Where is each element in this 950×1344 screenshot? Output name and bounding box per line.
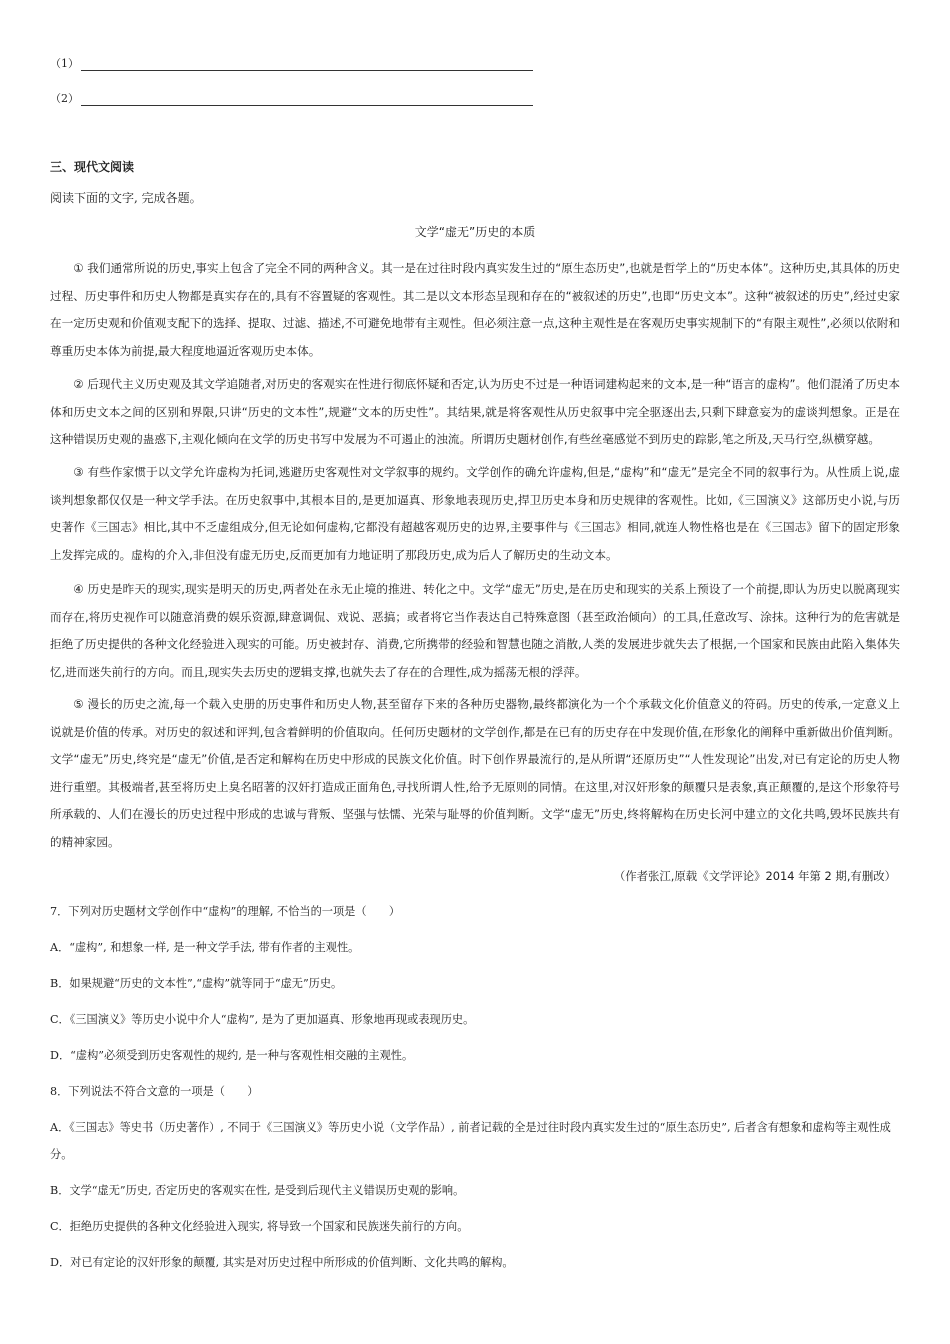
question-8-option-a[interactable]: A．《三国志》等史书（历史著作）, 不同于《三国演义》等历史小说（文学作品）, 前者记载的全是过往时段内真实发生过的“原生态历史”, 后者含有想象和虚构等主观性成分。 — [50, 1121, 891, 1161]
question-7-option-b[interactable]: B．如果规避“历史的文本性”,“虚构”就等同于“虚无”历史。 — [50, 977, 343, 990]
answer-blank-label: （2） — [50, 92, 79, 105]
answer-blank-1[interactable] — [50, 55, 533, 71]
article-paragraph-2: ② 后现代主义历史观及其文学追随者,对历史的客观实在性进行彻底怀疑和否定,认为历史不过是一种语词建构起来的文本,是一种“语言的虚构”。他们混淆了历史本体和历史文本之间的区别和界限,只讲“历史的文本性”,规避“文本的历史性”。其结果,就是将客观性从历史叙事中完全驱逐出去,只剩下肆意妄为的虚谈判想象。正是在这种错误历史观的蛊惑下,主观化倾向在文学的历史书写中发展为不可遏止的浊流。所谓历史题材创作,有些丝毫感觉不到历史的踪影,笔之所及,天马行空,纵横穿越。 — [50, 377, 900, 447]
answer-blank-rule — [81, 93, 533, 106]
article-paragraph-1: ① 我们通常所说的历史,事实上包含了完全不同的两种含义。其一是在过往时段内真实发生过的“原生态历史”,也就是哲学上的“历史本体”。这种历史,其具体的历史过程、历史事件和历史人物都是真实存在的,具有不容置疑的客观性。其二是以文本形态呈现和存在的“被叙述的历史”,也即“历史文本”。这种“被叙述的历史”,经过史家在一定历史观和价值观支配下的选择、提取、过滤、描述,不可避免地带有主观性。但必须注意一点,这种主观性是在客观历史事实规制下的“有限主观性”,必须以依附和尊重历史本体为前提,最大程度地逼近客观历史本体。 — [50, 261, 900, 358]
question-7-stem: 7．下列对历史题材文学创作中“虚构”的理解, 不恰当的一项是（ ） — [50, 905, 401, 918]
question-8-option-b[interactable]: B．文学“虚无”历史, 否定历史的客观实在性, 是受到后现代主义错误历史观的影响。 — [50, 1184, 465, 1197]
article-paragraph-3: ③ 有些作家惯于以文学允许虚构为托词,逃避历史客观性对文学叙事的规约。文学创作的确允许虚构,但是,“虚构”和“虚无”是完全不同的叙事行为。从性质上说,虚谈判想象都仅仅是一种文学手法。在历史叙事中,其根本目的,是更加逼真、形象地表现历史,捍卫历史本身和历史规律的客观性。比如,《三国演义》这部历史小说,与历史著作《三国志》相比,其中不乏虚组成分,但无论如何虚构,它都没有超越客观历史的边界,主要事件与《三国志》相同,就连人物性格也是在《三国志》留下的固定形象上发挥完成的。虚构的介入,非但没有虚无历史,反而更加有力地证明了那段历史,成为后人了解历史的生动文本。 — [50, 465, 900, 562]
question-8-stem: 8．下列说法不符合文意的一项是（ ） — [50, 1085, 259, 1098]
question-7-option-c[interactable]: C．《三国演义》等历史小说中介人“虚构”, 是为了更加逼真、形象地再现或表现历史。 — [50, 1013, 475, 1026]
question-7-option-a[interactable]: A．“虚构”, 和想象一样, 是一种文学手法, 带有作者的主观性。 — [50, 941, 360, 954]
answer-blank-label: （1） — [50, 57, 79, 70]
article-paragraph-5: ⑤ 漫长的历史之流,每一个载入史册的历史事件和历史人物,甚至留存下来的各种历史器物,最终都演化为一个个承载文化价值意义的符码。历史的传承,一定意义上说就是价值的传承。对历史的叙述和评判,包含着鲜明的价值取向。任何历史题材的文学创作,都是在已有的历史存在中发现价值,在形象化的阐释中重新做出价值判断。文学“虚无”历史,终究是“虚无”价值,是否定和解构在历史中形成的民族文化价值。时下创作界最流行的,是从所谓“还原历史”“人性发现论”出发,对已有定论的历史人物进行重塑。其极端者,甚至将历史上臭名昭著的汉奸打造成正面角色,寻找所谓人性,给予无原则的同情。在这里,对汉奸形象的颠覆只是表象,真正颠覆的,是这个形象符号所承载的、人们在漫长的历史过程中形成的忠诚与背叛、坚强与怯懦、光荣与耻辱的价值判断。文学“虚无”历史,终将解构在历史长河中建立的文化共鸣,毁坏民族共有的精神家园。 — [50, 697, 900, 849]
section-title: 三、现代文阅读 — [50, 160, 135, 174]
article-paragraph-4: ④ 历史是昨天的现实,现实是明天的历史,两者处在永无止境的推进、转化之中。文学“虚无”历史,是在历史和现实的关系上预设了一个前提,即认为历史以脱离现实而存在,将历史视作可以随意消费的娱乐资源,肆意调侃、戏说、恶搞；或者将它当作表达自己特殊意图（甚至政治倾向）的工具,任意改写、涂抹。这种行为的危害就是拒绝了历史提供的各种文化经验进入现实的可能。历史被封存、消费,它所携带的经验和智慧也随之消散,人类的发展进步就失去了根据,一个国家和民族由此陷入集体失忆,进而迷失前行的方向。而且,现实失去历史的逻辑支撑,也就失去了存在的合理性,成为摇荡无根的浮萍。 — [50, 582, 900, 679]
question-8-option-c[interactable]: C．拒绝历史提供的各种文化经验进入现实, 将导致一个国家和民族迷失前行的方向。 — [50, 1220, 469, 1233]
answer-blank-2[interactable] — [50, 90, 533, 106]
question-8-option-d[interactable]: D．对已有定论的汉奸形象的颠覆, 其实是对历史过程中所形成的价值判断、文化共鸣的解构。 — [50, 1256, 514, 1269]
section-instruction: 阅读下面的文字, 完成各题。 — [50, 191, 202, 205]
question-7-option-d[interactable]: D．“虚构”必须受到历史客观性的规约, 是一种与客观性相交融的主观性。 — [50, 1049, 414, 1062]
article-source: （作者张江,原载《文学评论》2014 年第 2 期,有删改） — [613, 869, 896, 883]
answer-blank-rule — [81, 58, 533, 71]
article-title: 文学“虚无”历史的本质 — [414, 225, 536, 239]
